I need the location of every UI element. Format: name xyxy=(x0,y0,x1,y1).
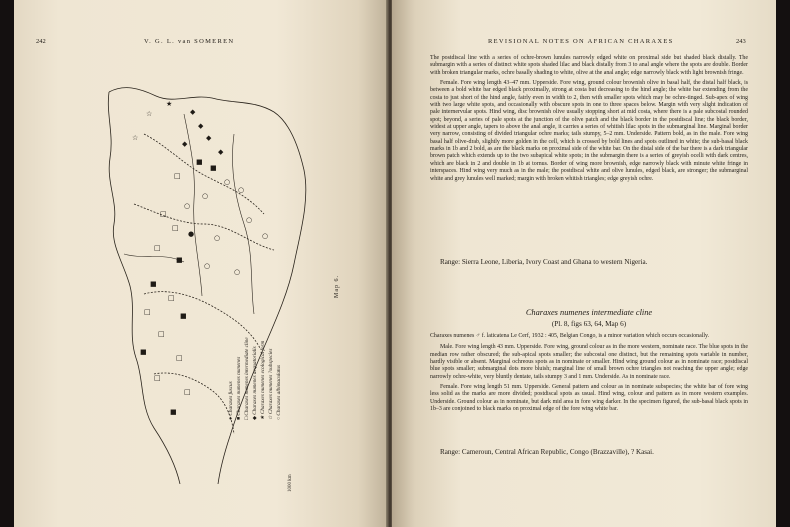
svg-text:□: □ xyxy=(168,294,175,302)
svg-text:□: □ xyxy=(172,224,179,232)
svg-text:○: ○ xyxy=(262,232,269,240)
legend-label: Charaxes numenes ecological form xyxy=(260,340,266,415)
right-running-head: REVISIONAL NOTES ON AFRICAN CHARAXES xyxy=(488,38,674,45)
svg-text:□: □ xyxy=(154,374,161,382)
svg-text:□: □ xyxy=(174,172,181,180)
legend-label: Charaxes albimaculatus xyxy=(276,364,282,416)
right-page-number: 243 xyxy=(736,38,746,45)
svg-text:□: □ xyxy=(144,308,151,316)
svg-text:○: ○ xyxy=(204,262,211,270)
text-block-upper xyxy=(430,55,748,183)
legend-label: Charaxes fuscus xyxy=(228,381,234,416)
legend-label: Charaxes numenes ?subspecies xyxy=(268,348,274,415)
left-page-number: 242 xyxy=(36,38,46,45)
section-plate-reference: (Pl. 8, figs 63, 64, Map 6) xyxy=(551,320,627,328)
svg-text:□: □ xyxy=(184,388,191,396)
svg-text:■: ■ xyxy=(176,256,183,264)
svg-text:◆: ◆ xyxy=(182,140,188,148)
section-title: Charaxes numenes intermediate cline xyxy=(525,308,653,317)
paragraph-female-cline: Female. Fore wing length 51 mm. Upperside. General pattern and colour as in nominate subspecies; the white bar of fore wing less solid as the marks are more divided; postdiscal spots as usual. Hind wing, colour and pattern as in more western examples. Underside. Ground colour as in nominate, but dark mid area in fore wing darker. In the specimen figured, the sub-basal black spots in 1b–3 are conjoined to black marks on proximal edge of the fore wing white bar. xyxy=(430,384,748,413)
svg-text:◆: ◆ xyxy=(190,108,196,116)
svg-text:★: ★ xyxy=(166,100,173,108)
legend-label: Charaxes numenes numenes xyxy=(236,356,242,416)
svg-text:○: ○ xyxy=(246,216,253,224)
svg-text:□: □ xyxy=(154,244,161,252)
svg-text:□: □ xyxy=(176,354,183,362)
svg-text:○: ○ xyxy=(238,186,245,194)
svg-text:■: ■ xyxy=(170,408,177,416)
svg-text:○: ○ xyxy=(214,234,221,242)
svg-text:◆: ◆ xyxy=(218,148,224,156)
svg-text:☆: ☆ xyxy=(132,134,139,142)
svg-text:○: ○ xyxy=(234,268,241,276)
text-block-lower xyxy=(430,333,748,413)
svg-text:■: ■ xyxy=(140,348,147,356)
legend-label: Charaxes numenes aequatorialis xyxy=(252,346,258,415)
map-caption: Map 6. xyxy=(334,275,340,298)
left-page xyxy=(14,0,388,527)
range-central: Range: Cameroun, Central African Republic, Congo (Brazzaville), ? Kasai. xyxy=(440,448,654,456)
svg-text:■: ■ xyxy=(150,280,157,288)
legend-label: Charaxes numenes intermediate cline xyxy=(244,337,250,416)
svg-text:■: ■ xyxy=(210,164,217,172)
legend-symbol: ○ xyxy=(276,416,282,420)
svg-text:□: □ xyxy=(158,330,165,338)
svg-text:■: ■ xyxy=(180,312,187,320)
legend-symbol: ◆ xyxy=(252,416,258,420)
legend-symbol: ■ xyxy=(236,416,242,420)
legend-symbol: □ xyxy=(244,416,250,420)
scale-bar-label: 1000 km xyxy=(288,474,293,492)
svg-text:□: □ xyxy=(160,210,167,218)
svg-text:○: ○ xyxy=(202,192,209,200)
left-running-head: V. G. L. van SOMEREN xyxy=(144,38,235,45)
svg-text:●: ● xyxy=(188,230,195,238)
legend-symbol: ★ xyxy=(260,415,266,420)
paragraph-male-cline: Male. Fore wing length 43 mm. Upperside. Fore wing, ground colour as in the more western, nominate race. The blue spots in the median row rather obscured; the sub-apical spots smaller; the subcostal one distinct, but the remaining spots variable in number, hardly visible or absent. Marginal ochreous spots as in nominate or smaller. Hind wing ground colour as in nominate race; postdiscal blue spots smaller; submarginal dots more bluish; marginal line of small brown ochre triangles not reaching the upper angle; edge narrowly ochre-white, very bluntly dentate, tails stumpy 3 and 1 mm. Underside. As in nominate race. xyxy=(430,344,748,380)
legend-symbol: ● xyxy=(228,416,234,420)
svg-text:◆: ◆ xyxy=(206,134,212,142)
synonym-note: Charaxes numenes ♂ f. laticatena Le Cerf, 1932 : 405, Belgian Congo, is a minor variation which occurs occasionally. xyxy=(430,333,710,339)
svg-text:○: ○ xyxy=(224,178,231,186)
svg-text:☆: ☆ xyxy=(146,110,153,118)
svg-text:○: ○ xyxy=(184,202,191,210)
paragraph-female: Female. Fore wing length 43–47 mm. Upperside. Fore wing, ground colour brownish olive in basal half, the distal half black, is between a bold white bar edged black proximally, strong at costa but decreasing to the hind angle; the white bar extending from the costa to just short of the hind angle, fairly even in width to 2, then with smaller spots which may be ochre-tinged. Sub-apex of wing with two large white spots, and occasionally with obscure spots in one to three spaces below. Margin with very slight indication of pale internervular spots. Hind wing, disc brownish olive usually stopping short at mid costa, where there is a pale subcostal rounded spot; beyond, a series of pale spots at the junction of the olive patch and the black border in the postdiscal line; the black border, widest at upper angle, tapers to above the anal angle, it carries a series of whitish lilac spots in the submarginal line. Marginal border very narrow, consisting of divided triangular ochre marks; tails stumpy, 5–2 mm. Underside. Pattern bold, as in the male. Fore wing basal half olive-drab, slightly more golden in the cell, which is crossed by bold lines and spots outlined in white; the sub-basal black marks in 1b and 2 bold, as are the black marks on proximal side of the white bar. On the distal side of the bar there is a dark triangular brown patch which extends up to the two subapical white spots; in the submargin there is a series of greyish ocelli with dark centres, which are black in 2 and double in 1b at tornus. Border of wing more brownish, edge narrowly black with minute white fringe in interspaces. Hind wing very much as in the male; the postdiscal white and olive lunules, edged black, are stronger; the submarginal white and grey lunules well marked; margin with broken whitish triangles; edge greyish ochre. xyxy=(430,80,748,182)
svg-text:■: ■ xyxy=(196,158,203,166)
right-page xyxy=(392,0,776,527)
paragraph-male-continued: The postdiscal line with a series of ochre-brown lunules narrowly edged white on proximal side but shaded black distally. The submargin with a series of distinct white spots shaded lilac and black distally from 3 to anal angle where the spots are double. Border with broken triangular marks, ochre basally shading to white, olive at the anal angle; edge narrowly black with light brownish fringe. xyxy=(430,55,748,76)
distribution-map xyxy=(84,74,324,484)
svg-text:◆: ◆ xyxy=(198,122,204,130)
range-western: Range: Sierra Leone, Liberia, Ivory Coast and Ghana to western Nigeria. xyxy=(440,258,648,266)
legend-symbol: ☆ xyxy=(268,415,274,420)
